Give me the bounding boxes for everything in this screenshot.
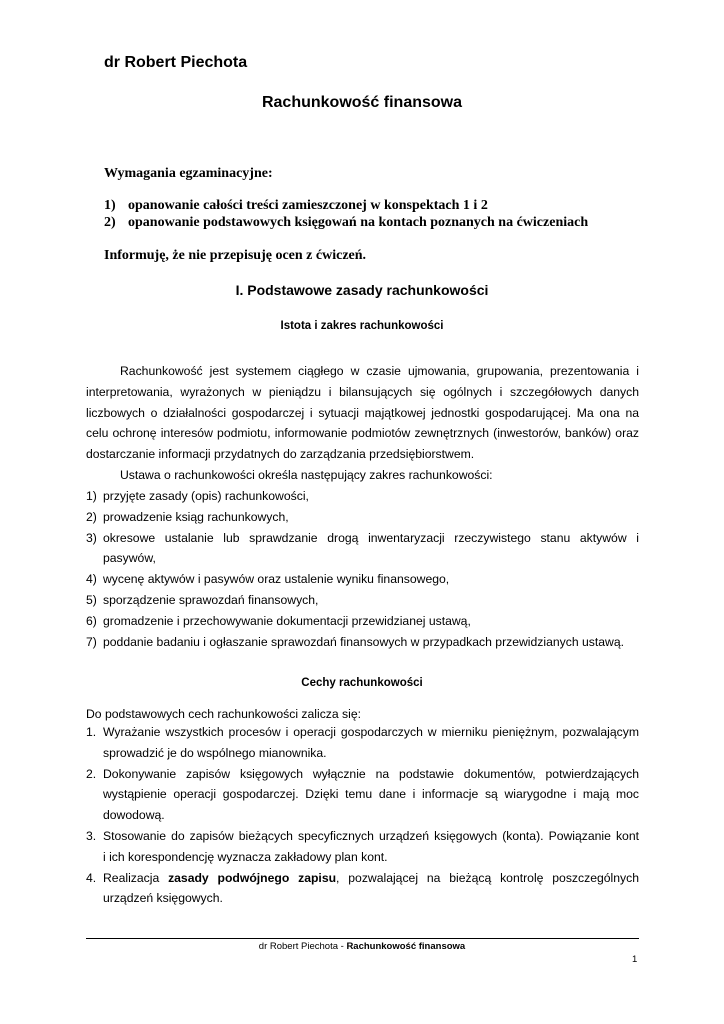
list-text: Dokonywanie zapisów księgowych wyłącznie na podstawie dokumentów, potwierdzających	[103, 766, 639, 781]
list-text: wycenę aktywów i pasywów oraz ustalenie wyniku finansowego,	[103, 572, 450, 587]
document-author: dr Robert Piechota	[104, 54, 248, 71]
list-item	[86, 632, 639, 653]
list-item	[86, 590, 639, 611]
paragraph-line: liczbowych o działalności gospodarczej i sytuacji majątkowej jednostki gospodarującej. Ma ona na	[86, 405, 639, 420]
list-text: poddanie badaniu i ogłaszanie sprawozdań finansowych w przypadkach przewidzianych ustawą.	[103, 634, 624, 649]
footer-divider	[86, 938, 639, 939]
page-number: 1	[632, 954, 638, 965]
list-item	[86, 507, 639, 528]
list-number: 1)	[86, 489, 97, 503]
section-title: I. Podstawowe zasady rachunkowości	[235, 282, 489, 298]
list-item	[86, 528, 639, 570]
list-text: urządzeń księgowych.	[103, 891, 223, 906]
list-item	[86, 486, 639, 507]
page-footer	[0, 941, 724, 952]
paragraph-line: Rachunkowość jest systemem ciągłego w czasie ujmowania, grupowania, prezentowania i	[120, 364, 639, 378]
features-list	[86, 706, 639, 909]
requirement-text: opanowanie podstawowych księgowań na kontach poznanych na ćwiczeniach	[128, 215, 589, 230]
list-text: sprowadzić je do wspólnego mianownika.	[103, 745, 327, 760]
list-item	[86, 611, 639, 632]
list-text: okresowe ustalanie lub sprawdzanie drogą inwentaryzacji rzeczywistego stanu aktywów i	[103, 530, 639, 545]
list-number: 5)	[86, 592, 97, 607]
requirements-heading: Wymagania egzaminacyjne:	[104, 166, 273, 181]
document-title: Rachunkowość finansowa	[261, 94, 463, 111]
list-text: i ich korespondencję wyznacza zakładowy plan kont.	[103, 849, 388, 864]
list-text: prowadzenie ksiąg rachunkowych,	[103, 509, 289, 524]
list-text: Stosowanie do zapisów bieżących specyficznych urządzeń księgowych (konta). Powiązanie kont	[103, 828, 639, 843]
list-number: 7)	[86, 634, 97, 649]
list-number: 4)	[86, 572, 97, 587]
requirement-item	[104, 198, 488, 214]
list-number: 4.	[86, 870, 97, 885]
intro-paragraph	[86, 361, 639, 486]
requirements-note: Informuję, że nie przepisuję ocen z ćwiczeń.	[104, 248, 367, 263]
list-item	[86, 569, 639, 590]
features-title: Cechy rachunkowości	[301, 677, 423, 689]
list-text: sporządzenie sprawozdań finansowych,	[103, 592, 319, 607]
requirement-item	[104, 215, 588, 231]
paragraph-line: celu ochronę interesów podmiotu, informowanie podmiotów zewnętrznych (inwestorów, banków) oraz	[86, 426, 639, 441]
list-number: 3.	[86, 828, 97, 843]
list-number: 2)	[86, 509, 97, 524]
list-text-pre: Realizacja	[103, 870, 160, 885]
list-item	[86, 826, 639, 868]
list-text-post: , pozwalającej na bieżącą kontrolę poszczególnych	[336, 870, 639, 885]
list-number: 1.	[86, 725, 97, 739]
footer-author: dr Robert Piechota -	[258, 941, 347, 952]
list-text-bold: zasady podwójnego zapisu	[168, 870, 337, 885]
list-text: dowodową.	[103, 808, 165, 823]
footer-title: Rachunkowość finansowa	[346, 941, 466, 952]
paragraph-line: dostarczanie informacji przydatnych do zarządzania przedsiębiorstwem.	[86, 447, 475, 462]
list-text	[103, 868, 639, 889]
section-subtitle: Istota i zakres rachunkowości	[280, 320, 444, 332]
list-text: pasywów,	[103, 551, 156, 566]
list-item	[86, 764, 639, 826]
list-number: 3)	[86, 530, 97, 545]
list-text: przyjęte zasady (opis) rachunkowości,	[103, 489, 309, 503]
requirement-number: 1)	[104, 198, 116, 213]
features-intro: Do podstawowych cech rachunkowości zalicza się:	[86, 707, 362, 721]
list-item	[86, 868, 639, 910]
list-number: 2.	[86, 766, 97, 781]
list-text: wystąpienie operacji gospodarczej. Dzięki temu dane i informacje są wiarygodne i mają moc	[103, 787, 639, 802]
list-number: 6)	[86, 613, 97, 628]
scope-list	[86, 486, 639, 652]
requirement-text: opanowanie całości treści zamieszczonej w konspektach 1 i 2	[128, 198, 488, 213]
requirement-number: 2)	[104, 215, 116, 230]
list-text: gromadzenie i przechowywanie dokumentacji przewidzianej ustawą,	[103, 613, 471, 628]
list-item	[86, 722, 639, 764]
paragraph-line: interpretowania, wyrażonych w pieniądzu i bilansujących się ogólnych i szczegółowych danych	[86, 384, 639, 399]
list-text: Wyrażanie wszystkich procesów i operacji gospodarczych w mierniku pieniężnym, pozwalającym	[103, 725, 639, 739]
scope-intro: Ustawa o rachunkowości określa następujący zakres rachunkowości:	[120, 467, 493, 482]
